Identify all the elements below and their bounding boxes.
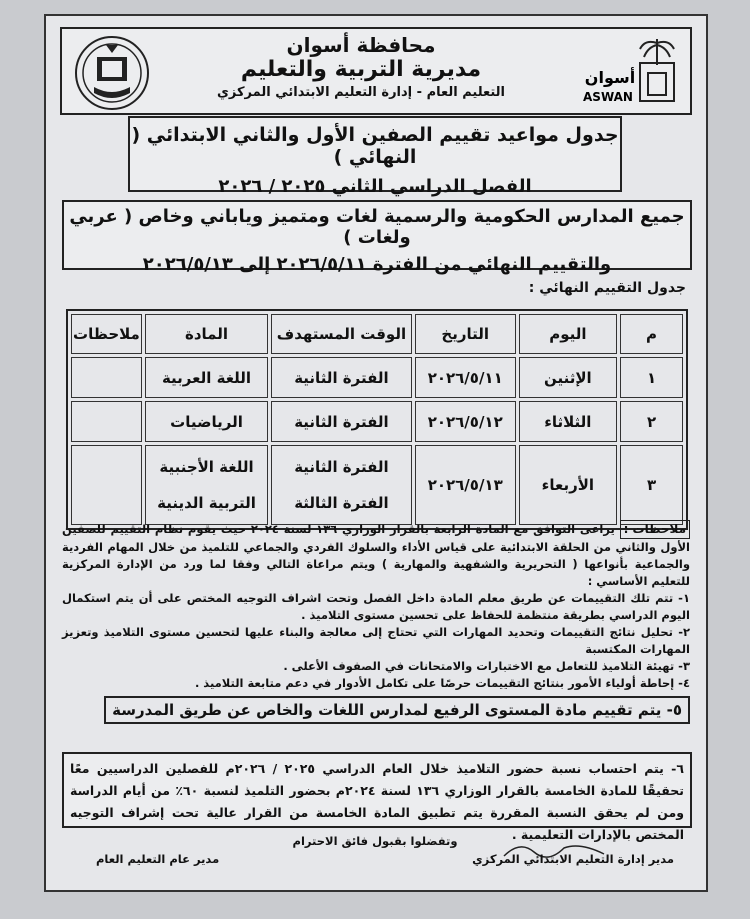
row-subject: اللغة العربية [145,357,268,398]
header-num: م [620,314,683,354]
notes-section [62,520,690,724]
logo-text-en: ASWAN [583,90,633,104]
table-row [71,445,683,525]
header-subject: المادة [145,314,268,354]
note-item-6: ٦- يتم احتساب نسبة حضور التلاميذ خلال العام الدراسي ٢٠٢٥ / ٢٠٢٦م للفصلين الدراسيين معًا تحقيقًا للمادة الخامسة بالقرار الوزاري ١٣٦ لسنة ٢٠٢٤م بحضور التلميذ لنسبة ٦٠٪ من أيام الدراسة ومن لم يحقق النسبة المقررة يتم تطبيق المادة الخامسة من القرار عالية تحت إشراف التوجيه المختص بالإدارات التعليمية . [62,752,692,828]
row-day: الأربعاء [519,445,617,525]
letterhead [60,27,692,115]
header-notes: ملاحظات [71,314,142,354]
table-header-row [71,314,683,354]
header-time: الوقت المستهدف [271,314,412,354]
closing-text: وتفضلوا بقبول فائق الاحترام [292,834,458,848]
signatory-right: مدير إدارة التعليم الابتدائي المركزي [472,852,674,866]
header-date: التاريخ [415,314,516,354]
row-subject [145,445,268,525]
row-num: ١ [620,357,683,398]
row-time: الفترة الثانية [271,357,412,398]
schedule-table [66,309,688,530]
scope-box [62,200,692,275]
title-line-2: الفصل الدراسي الثاني ٢٠٢٥ / ٢٠٢٦ [218,176,532,197]
notes-intro: يراعى التوافق مع المادة الرابعة بالقرار الوزاري ١٣٦ لسنة ٢٠٢٤ حيث يقوم نظام التقييم للصفين الأول والثاني من الحلقة الابتدائية على قياس الأداء والسلوك الفردي والجماعي للتلميذ من خلال المهام الفردية والجماعية بأنواعها ( التحريرية والشفهية والمهارية ) ويتم مراعاة التالي وفقا لما ورد من الإدارة المركزية للتعليم الأساسي : [62,522,690,588]
table-row [71,357,683,398]
scope-line-2: والتقييم النهائي من الفترة ٢٠٢٦/٥/١١ إلى ٢٠٢٦/٥/١٣ [142,254,612,275]
row-num: ٢ [620,401,683,442]
table-caption: جدول التقييم النهائي : [528,280,686,296]
row-notes [71,401,142,442]
row-day: الثلاثاء [519,401,617,442]
row-subject-2: التربية الدينية [157,494,256,512]
row-notes [71,357,142,398]
row-date: ٢٠٢٦/٥/١٣ [415,445,516,525]
note-item-2: ٢- تحليل نتائج التقييمات وتحديد المهارات التي تحتاج إلى معالجة والبناء عليها لتحسين مستوى التلاميذ وتعزيز المهارات المكتسبة [62,625,690,656]
header-day: اليوم [519,314,617,354]
row-notes [71,445,142,525]
row-date: ٢٠٢٦/٥/١٢ [415,401,516,442]
row-date: ٢٠٢٦/٥/١١ [415,357,516,398]
department-name: التعليم العام - إدارة التعليم الابتدائي المركزي [217,85,505,100]
note-item-1: ١- تتم تلك التقييمات عن طريق معلم المادة داخل الفصل وتحت اشراف التوجيه المختص على أن يتم استكمال اليوم الدراسي بطريقة منتظمة للحفاظ على تحسين مستوى التلاميذ . [62,591,690,622]
row-num: ٣ [620,445,683,525]
scope-line-1: جميع المدارس الحكومية والرسمية لغات ومتميز وياباني وخاص ( عربي ولغات ) [69,206,685,248]
note-item-5: ٥- يتم تقييم مادة المستوى الرفيع لمدارس اللغات والخاص عن طريق المدرسة [104,696,690,724]
row-day: الإثنين [519,357,617,398]
signatory-left: مدير عام التعليم العام [96,852,220,866]
row-subject-1: اللغة الأجنبية [159,458,254,476]
title-line-1: جدول مواعيد تقييم الصفين الأول والثاني الابتدائي ( النهائي ) [131,124,619,168]
row-time-2: الفترة الثالثة [294,494,389,512]
schedule-title [128,116,622,197]
education-directorate-emblem [72,33,152,113]
row-time [271,445,412,525]
note-item-4: ٤- إحاطة أولياء الأمور بنتائج التقييمات حرصًا على تكامل الأدوار في دعم متابعة التلاميذ . [194,676,690,690]
governorate-name: محافظة أسوان [286,33,436,57]
row-time-1: الفترة الثانية [294,458,389,476]
table-row [71,401,683,442]
note-item-3: ٣- تهيئة التلاميذ للتعامل مع الاختبارات والامتحانات في الصفوف الأعلى . [283,659,690,673]
row-subject: الرياضيات [145,401,268,442]
notes-label: ملاحظات : [620,520,690,539]
row-time: الفترة الثانية [271,401,412,442]
logo-text-ar: أسوان [584,68,636,87]
directorate-name: مديرية التربية والتعليم [240,57,482,82]
aswan-governorate-logo [570,35,680,109]
